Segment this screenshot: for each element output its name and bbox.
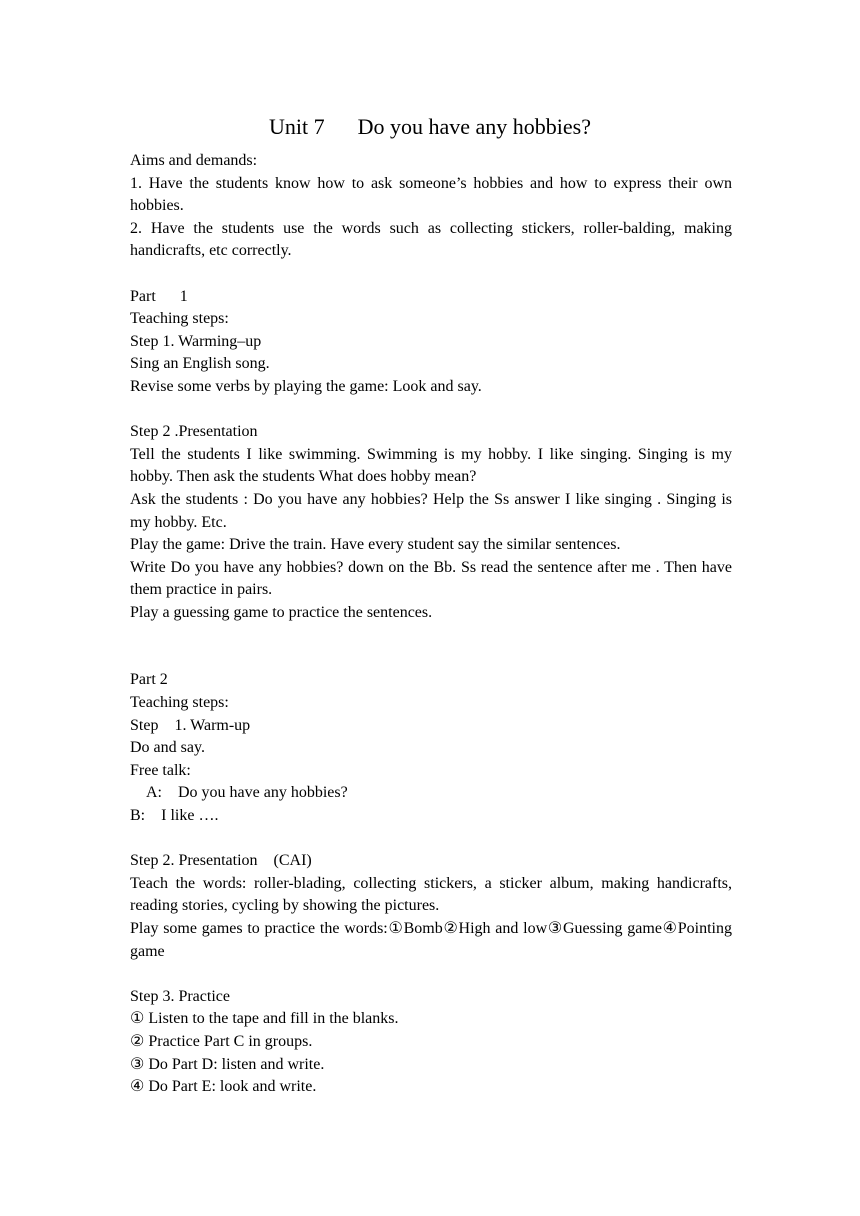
dialogue-line-a: A: Do you have any hobbies? — [130, 784, 348, 802]
practice-item-4: ④ Do Part E: look and write. — [130, 1078, 317, 1096]
spacer — [130, 399, 732, 422]
part2-heading: Part 2 — [130, 671, 168, 689]
part1-step2-line2: Ask the students : Do you have any hobbies? Help the Ss answer I like singing . Singing is my hobby. Etc. — [130, 490, 732, 531]
part2-step1-line2: Free talk: — [130, 761, 191, 779]
part1-step1-line1: Sing an English song. — [130, 355, 270, 373]
part1-steps-label: Teaching steps: — [130, 310, 229, 328]
part2-step1-line1: Do and say. — [130, 739, 205, 757]
part1-step2-line5: Play a guessing game to practice the sentences. — [130, 603, 433, 621]
part1-step2-line3: Play the game: Drive the train. Have every student say the similar sentences. — [130, 536, 621, 554]
part1-step2-line1: Tell the students I like swimming. Swimming is my hobby. I like singing. Singing is my hobby. Then ask the students What does hobby mean? — [130, 445, 732, 486]
aims-item-1: 1. Have the students know how to ask someone’s hobbies and how to express their own hobbies. — [130, 174, 732, 215]
aims-heading: Aims and demands: — [130, 152, 258, 169]
aims-item-2: 2. Have the students use the words such as collecting stickers, roller-balding, making handicrafts, etc correctly. — [130, 219, 732, 260]
practice-item-3: ③ Do Part D: listen and write. — [130, 1055, 325, 1073]
part2-step2-heading: Step 2. Presentation (CAI) — [130, 852, 312, 870]
part1-step2-line4: Write Do you have any hobbies? down on the Bb. Ss read the sentence after me . Then have them practice in pairs. — [130, 558, 732, 599]
document-body — [130, 150, 732, 1099]
part1-step1-line2: Revise some verbs by playing the game: Look and say. — [130, 377, 482, 395]
part1-step1-heading: Step 1. Warming–up — [130, 332, 262, 350]
part1-heading: Part 1 — [130, 287, 188, 305]
spacer — [130, 828, 732, 851]
part1-step2-heading: Step 2 .Presentation — [130, 423, 258, 441]
part2-step3-heading: Step 3. Practice — [130, 987, 230, 1005]
part2-step1-heading: Step 1. Warm-up — [130, 716, 251, 734]
practice-item-2: ② Practice Part C in groups. — [130, 1032, 313, 1050]
practice-item-1: ① Listen to the tape and fill in the blanks. — [130, 1010, 399, 1028]
spacer — [130, 963, 732, 986]
document-title: Unit 7 Do you have any hobbies? — [269, 114, 591, 139]
part2-step2-line2: Play some games to practice the words:①Bomb②High and low③Guessing game④Pointing game — [130, 920, 732, 960]
part2-steps-label: Teaching steps: — [130, 694, 229, 712]
spacer — [130, 624, 732, 669]
dialogue-line-b: B: I like …. — [130, 807, 219, 825]
spacer — [130, 263, 732, 286]
part2-step2-line1: Teach the words: roller-blading, collecting stickers, a sticker album, making handicrafts, reading stories, cycling by showing the pictures. — [130, 874, 732, 915]
